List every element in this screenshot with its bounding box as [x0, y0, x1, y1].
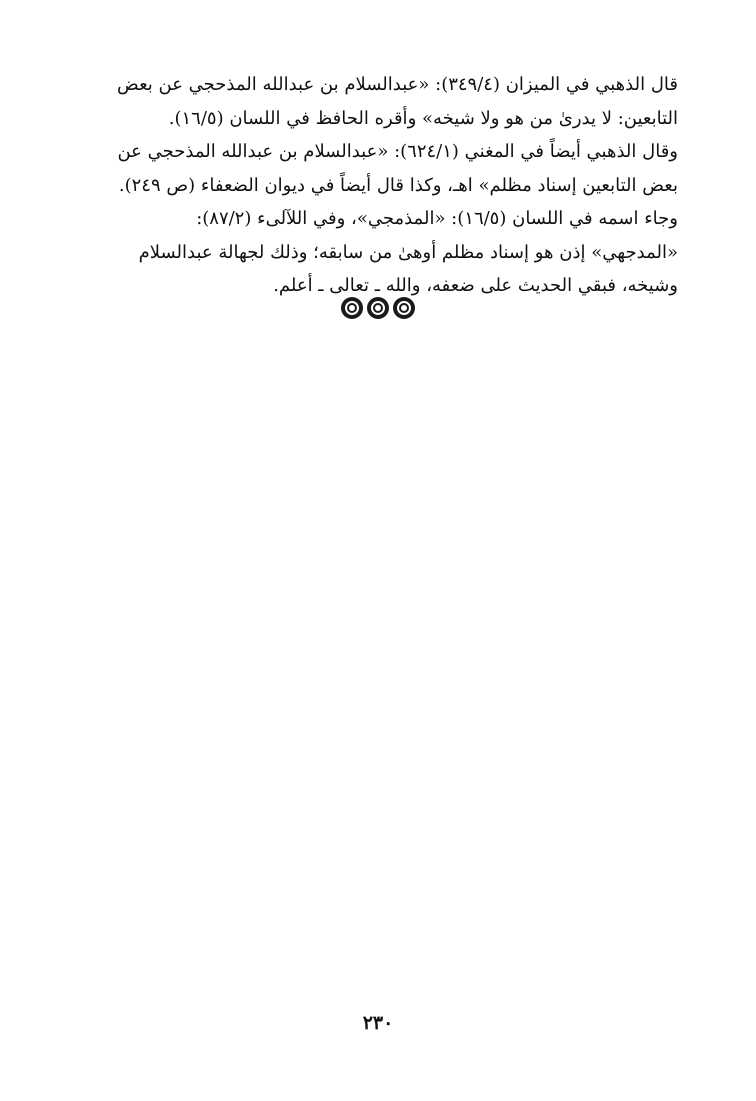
text-line-1: قال الذهبي في الميزان (٣٤٩/٤): «عبدالسلام بن عبدالله المذحجي عن بعض: [117, 74, 678, 95]
text-line-7: وشيخه، فبقي الحديث على ضعفه، والله ـ تعالى ـ أعلم.: [273, 275, 678, 296]
floral-rosette-icon: [341, 297, 363, 319]
section-divider-ornaments: [0, 297, 756, 323]
floral-rosette-icon: [367, 297, 389, 319]
page-number: ٢٣٠: [362, 1012, 394, 1034]
text-line-5: وجاء اسمه في اللسان (١٦/٥): «المذمجي»، وفي اللآلىء (٨٧/٢):: [196, 208, 678, 229]
text-line-4: بعض التابعين إسناد مظلم» اهـ، وكذا قال أيضاً في ديوان الضعفاء (ص ٢٤٩).: [118, 174, 678, 196]
text-line-3: وقال الذهبي أيضاً في المغني (٦٢٤/١): «عبدالسلام بن عبدالله المذحجي عن: [117, 141, 678, 162]
text-line-6: «المدجهي» إذن هو إسناد مظلم أوهىٰ من سابقه؛ وذلك لجهالة عبدالسلام: [138, 241, 678, 263]
text-line-2: التابعين: لا يدرىٰ من هو ولا شيخه» وأقره الحافظ في اللسان (١٦/٥).: [168, 107, 678, 129]
body-text: [78, 68, 678, 303]
floral-rosette-icon: [393, 297, 415, 319]
